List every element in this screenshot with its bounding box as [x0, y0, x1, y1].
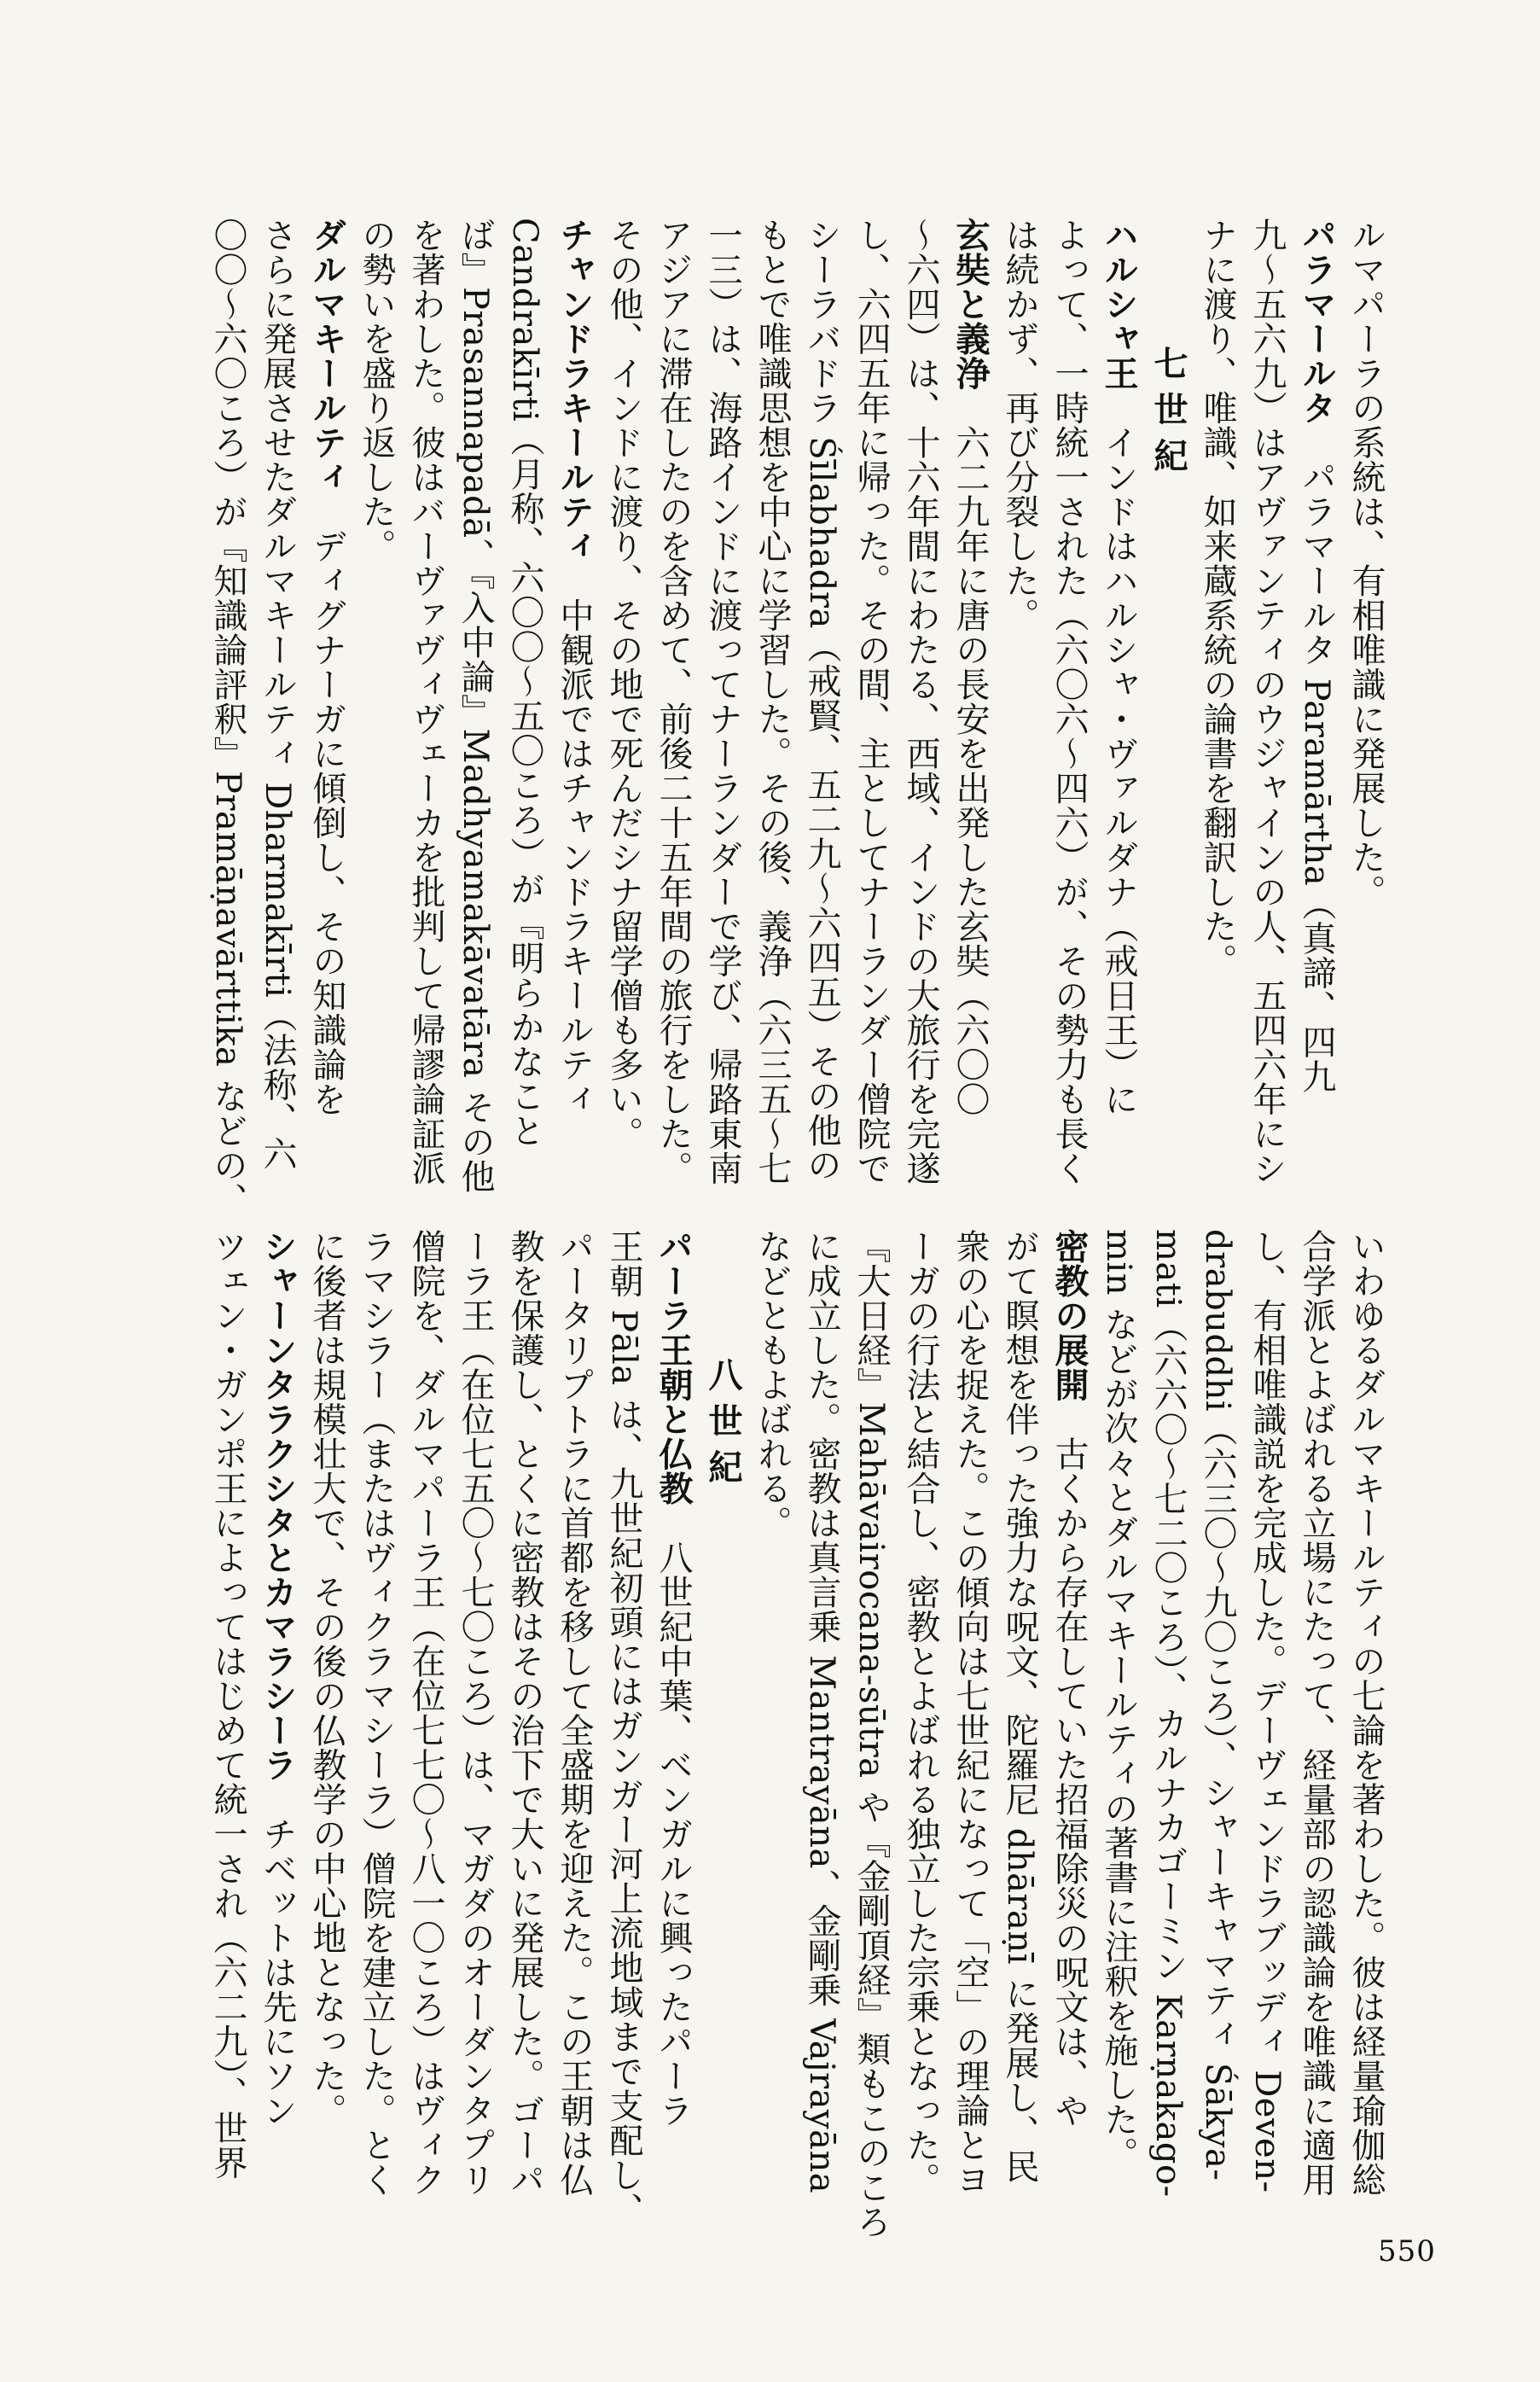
text-column: [253, 218, 302, 1171]
upper-text-block: [188, 218, 1391, 1217]
text-column: [450, 1229, 500, 2197]
text-run: を著わした。彼はバーヴァヴィヴェーカを批判して帰謬論証派: [406, 218, 445, 1185]
topic-keyword: ハルシャ王: [1099, 218, 1139, 391]
text-run: シーラバドラ Śīlabhadra（戒賢、五二九〜六四五）その他の: [802, 218, 841, 1182]
section-heading: 七世紀: [1148, 346, 1188, 484]
text-column: [450, 218, 500, 1194]
topic-keyword: チャンドラキールティ: [555, 218, 595, 563]
text-run: さらに発展させたダルマキールティ Dharmakīrti（法称、六: [258, 218, 297, 1171]
text-run: ナに渡り、唯識、如来蔵系統の論書を翻訳した。: [1198, 218, 1237, 978]
text-run: もとで唯識思想を中心に学習した。その後、義浄（六三五〜七: [753, 218, 792, 1185]
topic-keyword: ダルマキールティ: [307, 218, 347, 494]
text-column: [648, 1229, 698, 2176]
text-column: [1193, 1229, 1242, 2181]
text-run: ーラ王（在位七五〇〜七〇ころ）は、マガダのオーダンタプリ: [456, 1229, 495, 2197]
text-column: [1242, 218, 1292, 1185]
text-column: [896, 1229, 945, 2197]
text-run: 〇〇〜六〇ころ）が『知識論評釈』Pramāṇavārttika などの、: [208, 218, 247, 1217]
text-run: ルマパーラの系統は、有相唯識に発展した。: [1346, 218, 1386, 909]
text-column: [352, 1229, 401, 2197]
text-column: [599, 218, 648, 1165]
text-run: ば』Prasannapadā、『入中論』Madhyamakāvatāra その他: [456, 218, 495, 1194]
text-column: [846, 218, 896, 1185]
topic-keyword: 密教の展開: [1049, 1229, 1090, 1402]
text-run: よって、一時統一された（六〇六〜四六）が、その勢力も長く: [1049, 218, 1089, 1185]
text-run: し、有相唯識説を完成した。デーヴェンドラブッディ Deven-: [1247, 1229, 1287, 2193]
text-column: [698, 218, 747, 1185]
text-run: 僧院を、ダルマパーラ王（在位七七〇〜八一〇ころ）はヴィク: [406, 1229, 445, 2197]
text-column: [945, 1229, 995, 2197]
text-run: ーガの行法と結合し、密教とよばれる独立した宗乗となった。: [901, 1229, 940, 2197]
text-column: [599, 1229, 648, 2227]
page-number: 550: [1378, 2234, 1436, 2268]
text-run: 衆の心を捉えた。この傾向は七世紀になって「空」の理論とヨ: [950, 1229, 990, 2197]
text-column: [1292, 1229, 1341, 2197]
text-run: パラマールタ Paramārtha（真諦、四九: [1297, 425, 1336, 1094]
text-column: [797, 1229, 846, 2194]
text-column: [500, 218, 549, 1165]
section-heading: 八世紀: [703, 1357, 743, 1495]
text-column: [797, 218, 846, 1182]
text-run: Candrakīrti（月称、六〇〇〜五〇ころ）が『明らかなこと: [505, 218, 544, 1148]
text-column: [302, 218, 352, 1165]
text-column: [500, 1229, 549, 2197]
text-column: [995, 1229, 1044, 2184]
text-column: [1341, 1229, 1391, 2197]
text-column: [1193, 218, 1242, 1165]
text-column: [1094, 1229, 1143, 2176]
text-run: mati（六六〇〜七二〇ころ）、カルナカゴーミン Karṇakago-: [1148, 1229, 1188, 2198]
topic-keyword: シャーンタラクシタとカマラシーラ: [258, 1229, 298, 1782]
text-column: [1143, 1229, 1193, 2198]
text-run: その他、インドに渡り、その地で死んだシナ留学僧も多い。: [604, 218, 643, 1151]
text-column: [995, 218, 1044, 1165]
text-run: いわゆるダルマキールティの七論を著わした。彼は経量瑜伽総: [1346, 1229, 1386, 2197]
text-run: アジアに滞在したのを含めて、前後二十五年間の旅行をした。: [654, 218, 693, 1185]
text-column: [352, 218, 401, 1165]
text-column: [401, 1229, 450, 2197]
text-run: ツェン・ガンポ王によってはじめて統一され（六二九）、世界: [208, 1229, 247, 2180]
text-column: [1242, 1229, 1292, 2193]
text-run: min などが次々とダルマキールティの著書に注釈を施した。: [1099, 1229, 1138, 2171]
text-run: パータリプトラに首都を移して全盛期を迎えた。この王朝は仏: [555, 1229, 594, 2197]
text-run: に後者は規模壮大で、その後の仏教学の中心地となった。: [307, 1229, 346, 2128]
text-column: [1044, 1229, 1094, 2176]
text-run: 九〜五六九）はアヴァンティのウジャインの人、五四六年にシ: [1247, 218, 1287, 1185]
text-column: [747, 1229, 797, 2176]
text-column: [648, 218, 698, 1185]
text-column: [896, 218, 945, 1185]
text-column: [1292, 218, 1341, 1165]
text-run: 古くから存在していた招福除災の呪文は、や: [1049, 1401, 1089, 2128]
text-column: [1094, 218, 1143, 1165]
text-run: ディグナーガに傾倒し、その知識論を: [307, 494, 346, 1116]
text-run: し、六四五年に帰った。その間、主としてナーランダー僧院で: [851, 218, 891, 1185]
text-run: などともよばれる。: [753, 1229, 792, 1540]
text-column: [549, 1229, 599, 2197]
text-column: [203, 1229, 253, 2180]
text-run: 王朝 Pāla は、九世紀初頭にはガンガー河上流地域まで支配し、: [604, 1229, 643, 2227]
text-run: 『大日経』Mahāvairocana-sūtra や『金剛頂経』類もこのころ: [851, 1229, 891, 2239]
text-run: は続かず、再び分裂した。: [1000, 218, 1039, 632]
lower-text-block: [188, 1229, 1391, 2239]
text-run: 一三）は、海路インドに渡ってナーランダーで学び、帰路東南: [703, 218, 742, 1185]
text-run: チベットは先にソン: [258, 1782, 297, 2128]
text-column: [846, 1229, 896, 2239]
text-column: [203, 218, 253, 1217]
text-column: [549, 218, 599, 1165]
text-run: の勢いを盛り返した。: [357, 218, 396, 563]
text-run: がて瞑想を伴った強力な呪文、陀羅尼 dhāraṇī に発展し、民: [1000, 1229, 1039, 2184]
text-run: 八世紀中葉、ベンガルに興ったパーラ: [654, 1505, 693, 2128]
topic-keyword: パーラ王朝と仏教: [654, 1229, 694, 1505]
text-run: 六二九年に唐の長安を出発した玄奘（六〇〇: [950, 390, 990, 1116]
text-run: 中観派ではチャンドラキールティ: [555, 563, 594, 1116]
text-run: drabuddhi（六三〇〜九〇ころ）、シャーキャマティ Śākya-: [1198, 1229, 1237, 2181]
topic-keyword: 玄奘と義浄: [950, 218, 991, 391]
text-run: インドはハルシャ・ヴァルダナ（戒日王）に: [1099, 390, 1138, 1116]
text-run: 合学派とよばれる立場にたって、経量部の認識論を唯識に適用: [1297, 1229, 1336, 2197]
text-column: [253, 1229, 302, 2176]
text-column: [302, 1229, 352, 2176]
text-run: ラマシラー（またはヴィクラマシーラ）僧院を建立した。とく: [357, 1229, 396, 2197]
topic-keyword: パラマールタ: [1297, 218, 1337, 425]
text-run: 教を保護し、とくに密教はその治下で大いに発展した。ゴーパ: [505, 1229, 544, 2197]
text-column: [945, 218, 995, 1165]
text-run: に成立した。密教は真言乗 Mantrayāna、金剛乗 Vajrayāna: [802, 1229, 841, 2194]
text-run: 〜六四）は、十六年間にわたる、西域、インドの大旅行を完遂: [901, 218, 940, 1185]
text-column: [401, 218, 450, 1185]
text-column: [747, 218, 797, 1185]
text-column: [1341, 218, 1391, 1165]
text-column: [1044, 218, 1094, 1185]
